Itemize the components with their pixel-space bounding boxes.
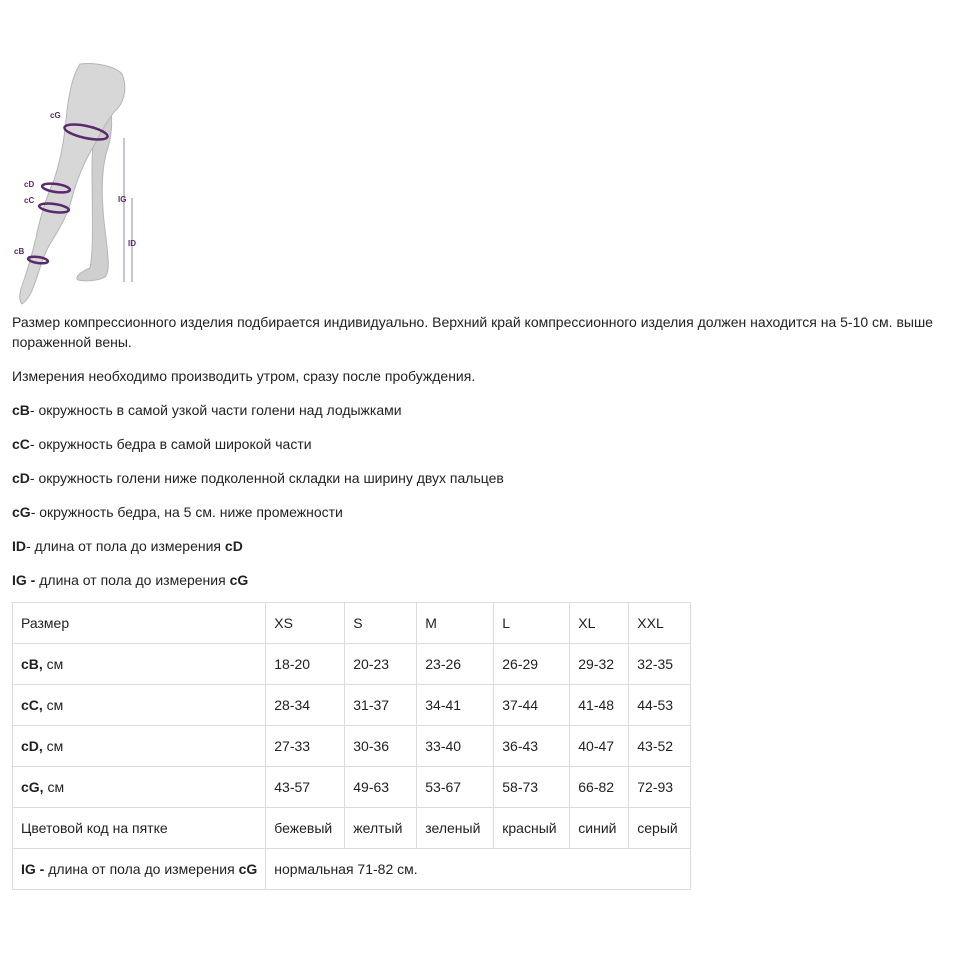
definition-cb <box>12 400 948 420</box>
definition-cc <box>12 434 948 454</box>
table-cell: 40-47 <box>570 726 629 767</box>
table-cell: 66-82 <box>570 767 629 808</box>
row-text: длина от пола до измерения <box>44 861 239 877</box>
leg-illustration <box>10 58 150 308</box>
header-cell: S <box>345 603 417 644</box>
row-ref: cG <box>238 861 258 877</box>
definition-text: - окружность голени ниже подколенной складки на ширину двух пальцев <box>29 470 504 486</box>
row-code: cG, <box>21 779 44 795</box>
table-cell: 23-26 <box>417 644 494 685</box>
table-cell: 43-52 <box>629 726 691 767</box>
row-label <box>13 726 266 767</box>
definition-ref: cD <box>224 538 243 554</box>
definition-text: - окружность бедра, на 5 см. ниже промежности <box>30 504 343 520</box>
row-code: cB, <box>21 656 43 672</box>
label-cb: cB <box>14 247 25 256</box>
definition-cd <box>12 468 948 488</box>
table-cell: 20-23 <box>345 644 417 685</box>
ig-length-row <box>13 849 691 890</box>
size-table <box>12 602 691 890</box>
table-cell: 31-37 <box>345 685 417 726</box>
header-cell: XS <box>266 603 345 644</box>
table-cell: 30-36 <box>345 726 417 767</box>
table-cell: 44-53 <box>629 685 691 726</box>
label-cc: cC <box>24 196 35 205</box>
header-cell: M <box>417 603 494 644</box>
label-id: ID <box>128 239 136 248</box>
table-cell: 26-29 <box>494 644 570 685</box>
table-row <box>13 685 691 726</box>
row-code: IG - <box>21 861 45 877</box>
definition-ref: cG <box>229 572 249 588</box>
intro-line-2: пораженной вены. <box>12 334 132 350</box>
definition-code: cD <box>12 470 30 486</box>
row-code: cD, <box>21 738 43 754</box>
table-cell: синий <box>570 808 629 849</box>
table-header-row <box>13 603 691 644</box>
table-cell: 32-35 <box>629 644 691 685</box>
intro-paragraph <box>12 312 948 352</box>
table-cell: 72-93 <box>629 767 691 808</box>
row-label <box>13 644 266 685</box>
table-cell: желтый <box>345 808 417 849</box>
row-unit: см <box>42 656 64 672</box>
table-cell: красный <box>494 808 570 849</box>
header-cell: XXL <box>629 603 691 644</box>
table-cell: зеленый <box>417 808 494 849</box>
definition-text: - окружность бедра в самой широкой части <box>29 436 312 452</box>
label-cg: cG <box>50 111 61 120</box>
intro-line-1: Размер компрессионного изделия подбирается индивидуально. Верхний край компрессионного изделия должен находится на 5-10 см. выше <box>12 314 933 330</box>
row-label <box>13 849 266 890</box>
table-cell: бежевый <box>266 808 345 849</box>
table-cell: 29-32 <box>570 644 629 685</box>
table-row <box>13 726 691 767</box>
instructions <box>12 312 948 604</box>
label-cd: cD <box>24 180 35 189</box>
row-unit: см <box>42 738 64 754</box>
table-cell: 18-20 <box>266 644 345 685</box>
label-ig: IG <box>118 195 127 204</box>
definition-text: длина от пола до измерения <box>35 572 230 588</box>
morning-note: Измерения необходимо производить утром, сразу после пробуждения. <box>12 368 476 384</box>
definition-code: cG <box>12 504 31 520</box>
definition-text: - длина от пола до измерения <box>26 538 225 554</box>
definition-cg <box>12 502 948 522</box>
header-cell: Размер <box>13 603 266 644</box>
table-cell: серый <box>629 808 691 849</box>
table-cell: 43-57 <box>266 767 345 808</box>
row-label: Цветовой код на пятке <box>13 808 266 849</box>
table-cell: 53-67 <box>417 767 494 808</box>
definition-code: IG - <box>12 572 36 588</box>
definition-ig <box>12 570 948 590</box>
header-cell: L <box>494 603 570 644</box>
table-row <box>13 767 691 808</box>
row-label <box>13 685 266 726</box>
table-cell: 34-41 <box>417 685 494 726</box>
definition-code: cC <box>12 436 30 452</box>
definition-code: cB <box>12 402 30 418</box>
definition-text: - окружность в самой узкой части голени над лодыжками <box>29 402 402 418</box>
definition-id <box>12 536 948 556</box>
table-cell: 36-43 <box>494 726 570 767</box>
table-cell: 58-73 <box>494 767 570 808</box>
color-code-row <box>13 808 691 849</box>
front-leg-shape <box>20 63 125 304</box>
table-cell: 28-34 <box>266 685 345 726</box>
row-unit: см <box>42 697 64 713</box>
table-cell: 41-48 <box>570 685 629 726</box>
header-cell: XL <box>570 603 629 644</box>
definition-code: ID <box>12 538 26 554</box>
table-cell: 33-40 <box>417 726 494 767</box>
table-cell: 49-63 <box>345 767 417 808</box>
row-unit: см <box>43 779 65 795</box>
table-cell: 37-44 <box>494 685 570 726</box>
table-row <box>13 644 691 685</box>
leg-measurement-diagram <box>10 58 150 308</box>
ig-length-value: нормальная 71-82 см. <box>266 849 691 890</box>
row-code: cC, <box>21 697 43 713</box>
table-cell: 27-33 <box>266 726 345 767</box>
row-label <box>13 767 266 808</box>
